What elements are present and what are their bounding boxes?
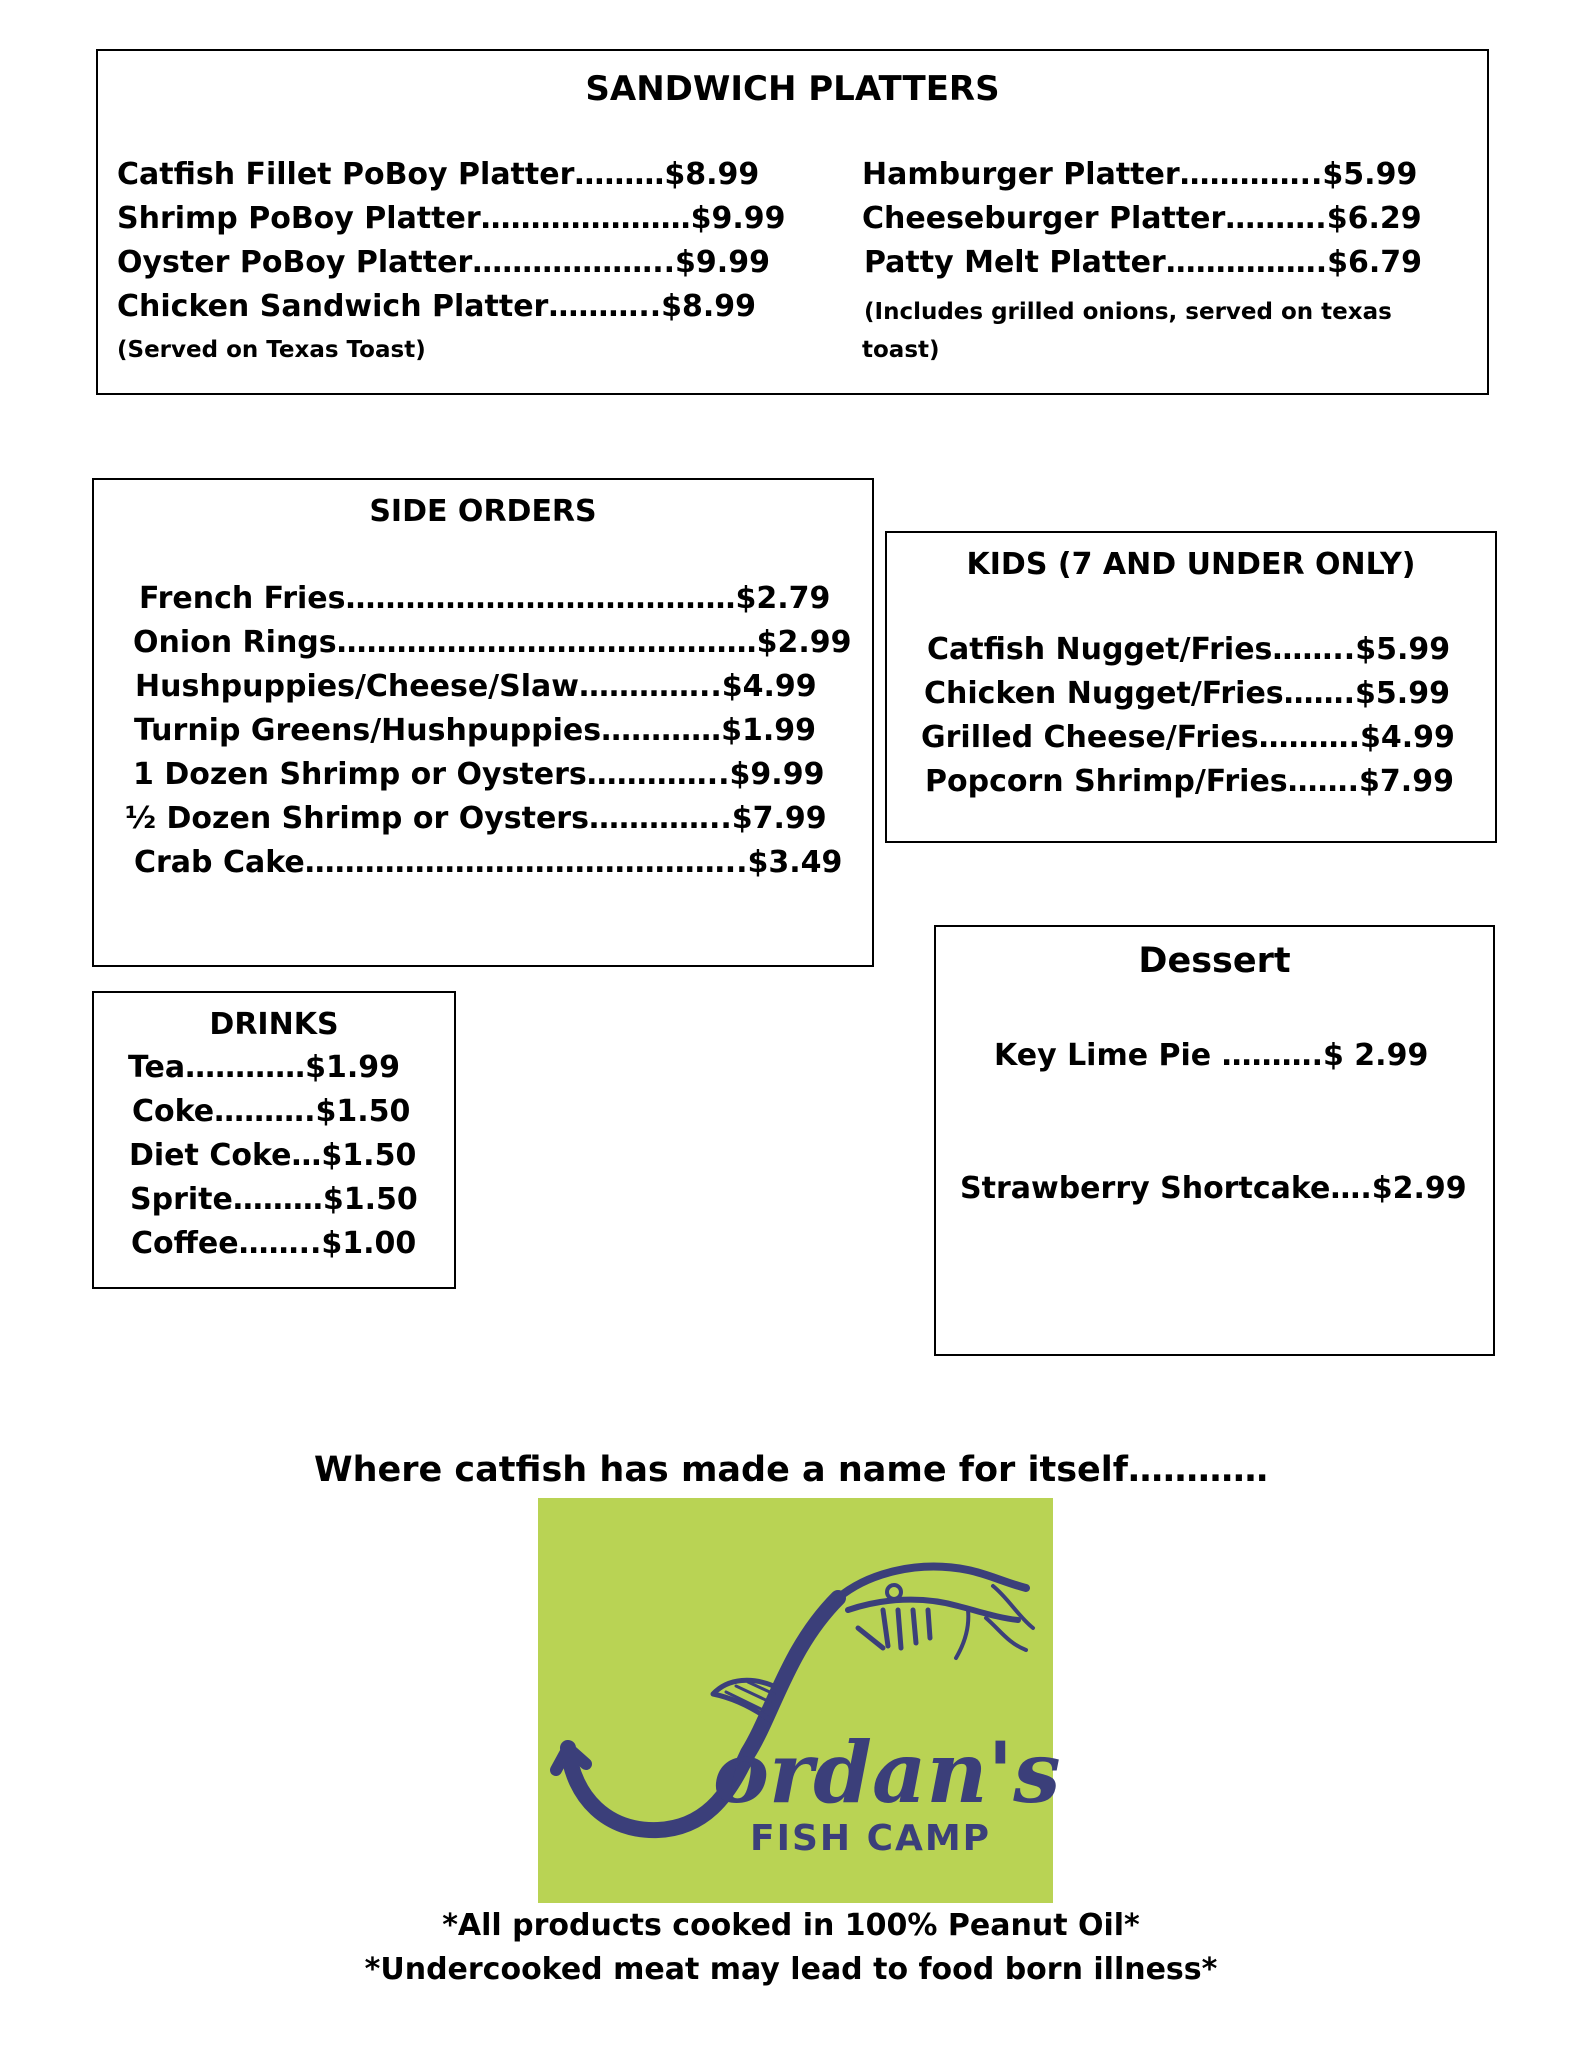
menu-item: Sprite………$1.50 — [130, 1182, 418, 1217]
menu-item: Oyster PoBoy Platter………………..$9.99 — [117, 245, 770, 280]
menu-note: toast) — [862, 337, 940, 363]
menu-item: Hamburger Platter…………..$5.99 — [862, 157, 1418, 192]
logo-name: ordan's — [713, 1723, 1061, 1822]
menu-item: Coke……….$1.50 — [132, 1094, 411, 1129]
kids-menu-section — [885, 531, 1497, 843]
section-title: SANDWICH PLATTERS — [585, 69, 1000, 109]
menu-item: Strawberry Shortcake….$2.99 — [960, 1171, 1467, 1206]
menu-item: French Fries…………………………………$2.79 — [139, 581, 831, 616]
menu-item: Catfish Nugget/Fries……..$5.99 — [927, 632, 1451, 667]
menu-item: Catfish Fillet PoBoy Platter………$8.99 — [117, 157, 760, 192]
menu-item: Grilled Cheese/Fries……….$4.99 — [921, 720, 1455, 755]
side-orders-section — [92, 478, 874, 967]
restaurant-logo — [538, 1498, 1061, 1903]
drinks-section — [92, 991, 456, 1289]
menu-item: Chicken Sandwich Platter………..$8.99 — [117, 289, 757, 324]
menu-item: Tea…………$1.99 — [128, 1050, 400, 1085]
menu-item: Shrimp PoBoy Platter…………………$9.99 — [117, 201, 786, 236]
tagline: Where catfish has made a name for itself………… — [313, 1450, 1268, 1490]
dessert-section — [934, 925, 1495, 1356]
section-title: DRINKS — [209, 1007, 339, 1042]
footer-note: *Undercooked meat may lead to food born illness* — [364, 1952, 1218, 1987]
menu-note: (Includes grilled onions, served on texas — [864, 299, 1392, 325]
menu-item: Coffee……..$1.00 — [131, 1226, 417, 1261]
menu-note: (Served on Texas Toast) — [117, 337, 426, 363]
menu-item: Crab Cake……………………………………..$3.49 — [134, 845, 843, 880]
menu-item: Turnip Greens/Hushpuppies…………$1.99 — [134, 713, 817, 748]
section-title: KIDS (7 AND UNDER ONLY) — [966, 547, 1416, 582]
logo-subtitle: FISH CAMP — [750, 1818, 992, 1859]
menu-item: Popcorn Shrimp/Fries…….$7.99 — [925, 764, 1454, 799]
menu-item: Cheeseburger Platter……….$6.29 — [862, 201, 1422, 236]
sandwich-platters-section — [96, 49, 1489, 395]
menu-item: Hushpuppies/Cheese/Slaw…………..$4.99 — [135, 669, 817, 704]
menu-item: Diet Coke…$1.50 — [129, 1138, 417, 1173]
footer-note: *All products cooked in 100% Peanut Oil* — [442, 1908, 1140, 1943]
menu-item: Patty Melt Platter…………….$6.79 — [864, 245, 1423, 280]
menu-item: 1 Dozen Shrimp or Oysters…………..$9.99 — [133, 757, 825, 792]
menu-item: Key Lime Pie ……….$ 2.99 — [994, 1038, 1429, 1073]
section-title: Dessert — [1138, 941, 1291, 981]
section-title: SIDE ORDERS — [369, 494, 597, 529]
menu-item: Chicken Nugget/Fries…….$5.99 — [924, 676, 1450, 711]
menu-item: ½ Dozen Shrimp or Oysters…………..$7.99 — [125, 801, 827, 836]
menu-item: Onion Rings……………………………………$2.99 — [133, 625, 852, 660]
